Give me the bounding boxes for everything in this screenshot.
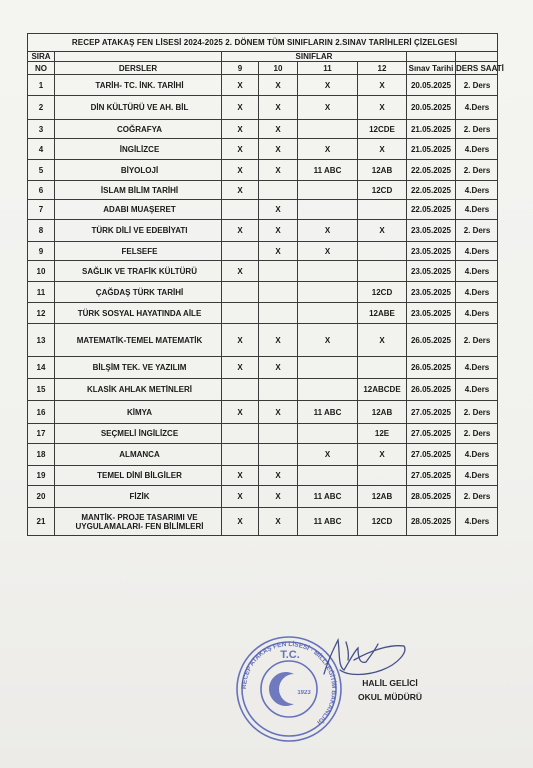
- table-row: [28, 282, 498, 303]
- grade-10-cell: X: [259, 466, 298, 486]
- table-row: [28, 401, 498, 424]
- signer-name: HALİL GELİCİ: [362, 678, 418, 688]
- course-name: KLASİK AHLAK METİNLERİ: [55, 379, 222, 401]
- grade-12-cell: 12AB: [358, 160, 407, 181]
- stamp-year: 1923: [297, 690, 311, 696]
- lesson-period: 4.Ders: [456, 96, 498, 120]
- table-row: [28, 424, 498, 444]
- row-number: 5: [28, 160, 55, 181]
- lesson-period: 4.Ders: [456, 508, 498, 536]
- course-name: FELSEFE: [55, 242, 222, 261]
- lesson-period: 2. Ders: [456, 160, 498, 181]
- table-row: [28, 96, 498, 120]
- grade-12-cell: X: [358, 75, 407, 96]
- table-row: [28, 508, 498, 536]
- grade-11-cell: 11 ABC: [298, 401, 358, 424]
- grade-9-cell: [222, 303, 259, 324]
- table-row: [28, 357, 498, 379]
- lesson-period: 4.Ders: [456, 466, 498, 486]
- row-number: 11: [28, 282, 55, 303]
- grade-9-cell: X: [222, 466, 259, 486]
- grade-11-cell: X: [298, 139, 358, 160]
- grade-10-cell: [259, 444, 298, 466]
- course-name: TÜRK DİLİ VE EDEBİYATI: [55, 220, 222, 242]
- grade-10-cell: X: [259, 160, 298, 181]
- row-number: 10: [28, 261, 55, 282]
- exam-date: 28.05.2025: [407, 486, 456, 508]
- course-name: İNGİLİZCE: [55, 139, 222, 160]
- grade-12-cell: X: [358, 444, 407, 466]
- grade-12-cell: X: [358, 139, 407, 160]
- signature-block: [330, 676, 450, 704]
- row-number: 21: [28, 508, 55, 536]
- exam-date: 22.05.2025: [407, 181, 456, 200]
- table-row: [28, 75, 498, 96]
- header-dersler: DERSLER: [55, 62, 222, 75]
- grade-9-cell: [222, 424, 259, 444]
- row-number: 6: [28, 181, 55, 200]
- exam-date: 27.05.2025: [407, 424, 456, 444]
- grade-12-cell: [358, 261, 407, 282]
- course-name: İSLAM BİLİM TARİHİ: [55, 181, 222, 200]
- course-name: KİMYA: [55, 401, 222, 424]
- table-row: [28, 181, 498, 200]
- lesson-period: 2. Ders: [456, 486, 498, 508]
- grade-10-cell: X: [259, 486, 298, 508]
- grade-11-cell: X: [298, 96, 358, 120]
- grade-11-cell: [298, 261, 358, 282]
- lesson-period: 4.Ders: [456, 303, 498, 324]
- row-number: 14: [28, 357, 55, 379]
- row-number: 9: [28, 242, 55, 261]
- table-row: [28, 466, 498, 486]
- lesson-period: 4.Ders: [456, 181, 498, 200]
- grade-9-cell: X: [222, 508, 259, 536]
- course-name: TÜRK SOSYAL HAYATINDA AİLE: [55, 303, 222, 324]
- exam-date: 23.05.2025: [407, 261, 456, 282]
- grade-10-cell: X: [259, 401, 298, 424]
- grade-10-cell: [259, 379, 298, 401]
- grade-12-cell: 12CD: [358, 181, 407, 200]
- grade-9-cell: X: [222, 75, 259, 96]
- lesson-period: 2. Ders: [456, 120, 498, 139]
- course-name: MATEMATİK-TEMEL MATEMATİK: [55, 324, 222, 357]
- row-number: 16: [28, 401, 55, 424]
- header-grade-10: 10: [259, 62, 298, 75]
- lesson-period: 2. Ders: [456, 401, 498, 424]
- lesson-period: 4.Ders: [456, 282, 498, 303]
- row-number: 7: [28, 200, 55, 220]
- exam-date: 23.05.2025: [407, 242, 456, 261]
- exam-date: 20.05.2025: [407, 96, 456, 120]
- header-blank: [55, 52, 222, 62]
- exam-date: 23.05.2025: [407, 303, 456, 324]
- table-row: [28, 261, 498, 282]
- course-name: ALMANCA: [55, 444, 222, 466]
- grade-12-cell: 12ABCDE: [358, 379, 407, 401]
- exam-schedule-table: [27, 33, 504, 536]
- row-number: 1: [28, 75, 55, 96]
- grade-11-cell: X: [298, 75, 358, 96]
- grade-9-cell: X: [222, 120, 259, 139]
- grade-10-cell: X: [259, 200, 298, 220]
- course-name: BİYOLOJİ: [55, 160, 222, 181]
- exam-date: 21.05.2025: [407, 120, 456, 139]
- grade-11-cell: [298, 466, 358, 486]
- exam-date: 26.05.2025: [407, 379, 456, 401]
- header-blank: [407, 52, 456, 62]
- grade-9-cell: X: [222, 139, 259, 160]
- grade-9-cell: X: [222, 160, 259, 181]
- lesson-period: 4.Ders: [456, 357, 498, 379]
- grade-12-cell: X: [358, 220, 407, 242]
- exam-date: 27.05.2025: [407, 444, 456, 466]
- header-grade-11: 11: [298, 62, 358, 75]
- course-name: TEMEL DİNİ BİLGİLER: [55, 466, 222, 486]
- grade-12-cell: 12ABE: [358, 303, 407, 324]
- exam-date: 22.05.2025: [407, 160, 456, 181]
- row-number: 17: [28, 424, 55, 444]
- grade-11-cell: 11 ABC: [298, 486, 358, 508]
- lesson-period: 2. Ders: [456, 324, 498, 357]
- grade-11-cell: X: [298, 242, 358, 261]
- course-name: DİN KÜLTÜRÜ VE AH. BİL: [55, 96, 222, 120]
- exam-date: 27.05.2025: [407, 401, 456, 424]
- stamp-ring-text: RECEP ATAKAŞ FEN LİSESİ · MİLLİ EĞİTİM BAKANLIĞI: [240, 640, 338, 726]
- grade-11-cell: [298, 200, 358, 220]
- course-name: MANTİK- PROJE TASARIMI VE UYGULAMALARI- FEN BİLİMLERİ: [55, 508, 222, 536]
- grade-12-cell: X: [358, 96, 407, 120]
- lesson-period: 2. Ders: [456, 424, 498, 444]
- lesson-period: 2. Ders: [456, 75, 498, 96]
- exam-date: 27.05.2025: [407, 466, 456, 486]
- grade-12-cell: 12CDE: [358, 120, 407, 139]
- grade-10-cell: X: [259, 357, 298, 379]
- row-number: 8: [28, 220, 55, 242]
- grade-12-cell: 12E: [358, 424, 407, 444]
- course-name: SEÇMELİ İNGİLİZCE: [55, 424, 222, 444]
- grade-11-cell: 11 ABC: [298, 160, 358, 181]
- grade-9-cell: X: [222, 261, 259, 282]
- lesson-period: 4.Ders: [456, 444, 498, 466]
- grade-9-cell: X: [222, 181, 259, 200]
- header-grade-9: 9: [222, 62, 259, 75]
- row-number: 19: [28, 466, 55, 486]
- grade-11-cell: [298, 379, 358, 401]
- grade-10-cell: X: [259, 220, 298, 242]
- grade-11-cell: [298, 424, 358, 444]
- grade-10-cell: [259, 424, 298, 444]
- grade-9-cell: [222, 282, 259, 303]
- exam-date: 23.05.2025: [407, 282, 456, 303]
- header-no: NO: [28, 62, 55, 75]
- table-row: [28, 242, 498, 261]
- table-row: [28, 444, 498, 466]
- grade-10-cell: X: [259, 324, 298, 357]
- grade-11-cell: 11 ABC: [298, 508, 358, 536]
- grade-11-cell: [298, 357, 358, 379]
- grade-9-cell: [222, 242, 259, 261]
- row-number: 20: [28, 486, 55, 508]
- grade-12-cell: 12AB: [358, 401, 407, 424]
- exam-date: 26.05.2025: [407, 324, 456, 357]
- stamp-center-text: T.C.: [280, 649, 300, 661]
- table-row: [28, 324, 498, 357]
- grade-12-cell: [358, 466, 407, 486]
- schedule-body: [28, 75, 498, 536]
- table-row: [28, 303, 498, 324]
- grade-9-cell: [222, 379, 259, 401]
- grade-10-cell: X: [259, 120, 298, 139]
- header-grade-12: 12: [358, 62, 407, 75]
- course-name: ÇAĞDAŞ TÜRK TARİHİ: [55, 282, 222, 303]
- grade-12-cell: [358, 242, 407, 261]
- row-number: 15: [28, 379, 55, 401]
- grade-11-cell: [298, 181, 358, 200]
- course-name: ADABI MUAŞERET: [55, 200, 222, 220]
- exam-date: 26.05.2025: [407, 357, 456, 379]
- table-row: [28, 220, 498, 242]
- grade-9-cell: X: [222, 486, 259, 508]
- lesson-period: 4.Ders: [456, 200, 498, 220]
- grade-11-cell: [298, 282, 358, 303]
- header-sira: SIRA: [28, 52, 55, 62]
- grade-12-cell: 12CD: [358, 282, 407, 303]
- grade-10-cell: [259, 261, 298, 282]
- grade-11-cell: X: [298, 220, 358, 242]
- exam-date: 22.05.2025: [407, 200, 456, 220]
- grade-11-cell: X: [298, 324, 358, 357]
- lesson-period: 2. Ders: [456, 220, 498, 242]
- row-number: 4: [28, 139, 55, 160]
- grade-9-cell: X: [222, 96, 259, 120]
- grade-9-cell: X: [222, 401, 259, 424]
- course-name: SAĞLIK VE TRAFİK KÜLTÜRÜ: [55, 261, 222, 282]
- header-sinav-tarihi: Sınav Tarihi: [407, 62, 456, 75]
- document-title: RECEP ATAKAŞ FEN LİSESİ 2024-2025 2. DÖNEM TÜM SINIFLARIN 2.SINAV TARİHLERİ ÇİZELGESİ: [28, 34, 498, 52]
- exam-date: 21.05.2025: [407, 139, 456, 160]
- grade-11-cell: [298, 120, 358, 139]
- grade-11-cell: X: [298, 444, 358, 466]
- grade-10-cell: X: [259, 96, 298, 120]
- row-number: 3: [28, 120, 55, 139]
- header-blank: [456, 52, 498, 62]
- header-siniflar: SINIFLAR: [222, 52, 407, 62]
- grade-9-cell: X: [222, 357, 259, 379]
- grade-12-cell: X: [358, 324, 407, 357]
- row-number: 2: [28, 96, 55, 120]
- row-number: 13: [28, 324, 55, 357]
- header-ders-saati: DERS SAATİ: [456, 63, 504, 73]
- grade-10-cell: X: [259, 75, 298, 96]
- lesson-period: 4.Ders: [456, 139, 498, 160]
- grade-11-cell: [298, 303, 358, 324]
- course-name: TARİH- TC. İNK. TARİHİ: [55, 75, 222, 96]
- grade-10-cell: X: [259, 242, 298, 261]
- table-row: [28, 160, 498, 181]
- exam-date: 28.05.2025: [407, 508, 456, 536]
- grade-9-cell: [222, 200, 259, 220]
- signer-title: OKUL MÜDÜRÜ: [357, 692, 423, 702]
- exam-date: 20.05.2025: [407, 75, 456, 96]
- course-name: FİZİK: [55, 486, 222, 508]
- course-name: BİLŞİM TEK. VE YAZILIM: [55, 357, 222, 379]
- grade-10-cell: X: [259, 508, 298, 536]
- grade-10-cell: [259, 303, 298, 324]
- row-number: 12: [28, 303, 55, 324]
- grade-12-cell: 12CD: [358, 508, 407, 536]
- lesson-period: 4.Ders: [456, 379, 498, 401]
- table-row: [28, 139, 498, 160]
- table-row: [28, 486, 498, 508]
- grade-12-cell: [358, 357, 407, 379]
- grade-9-cell: [222, 444, 259, 466]
- grade-10-cell: [259, 282, 298, 303]
- lesson-period: 4.Ders: [456, 242, 498, 261]
- lesson-period: 4.Ders: [456, 261, 498, 282]
- table-row: [28, 379, 498, 401]
- row-number: 18: [28, 444, 55, 466]
- table-row: [28, 200, 498, 220]
- grade-10-cell: [259, 181, 298, 200]
- table-row: [28, 120, 498, 139]
- grade-9-cell: X: [222, 324, 259, 357]
- course-name: COĞRAFYA: [55, 120, 222, 139]
- grade-10-cell: X: [259, 139, 298, 160]
- grade-9-cell: X: [222, 220, 259, 242]
- exam-date: 23.05.2025: [407, 220, 456, 242]
- grade-12-cell: [358, 200, 407, 220]
- grade-12-cell: 12AB: [358, 486, 407, 508]
